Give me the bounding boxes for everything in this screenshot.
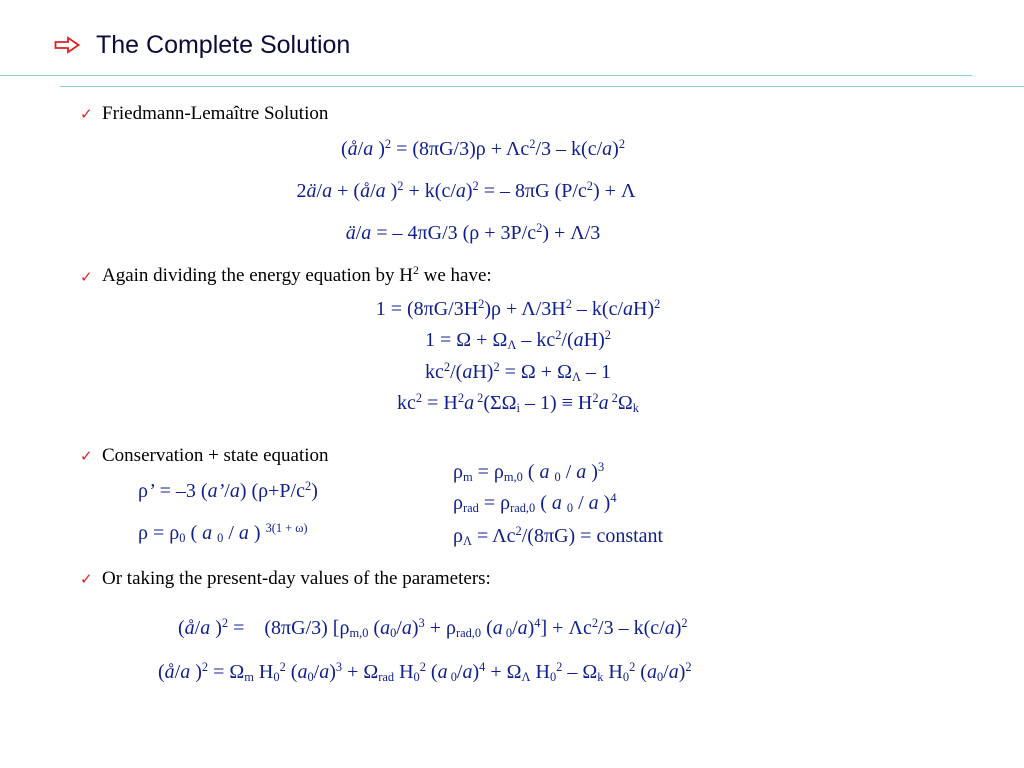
slide-title: The Complete Solution [96, 31, 351, 59]
equation-text: ) [612, 138, 619, 160]
checkmark-icon: ✓ [80, 105, 93, 123]
italic-symbol: a [361, 222, 372, 244]
checkmark-icon: ✓ [80, 570, 93, 588]
equation-text: / [370, 180, 376, 202]
italic-symbol: a [551, 492, 562, 514]
equation-text: – kc [516, 329, 556, 351]
equation-text: ) (ρ+P/c [239, 480, 305, 502]
equation-text: ] + Λc [540, 617, 592, 639]
right-arrow-outline-icon [54, 36, 80, 54]
title-divider-line-secondary [60, 86, 1024, 87]
subscript: k [597, 670, 604, 685]
equation-text: kc [425, 361, 444, 383]
superscript: 2 [608, 390, 618, 405]
equation-text: ) [586, 461, 598, 483]
italic-symbol: a [517, 617, 528, 639]
superscript: 2 [472, 178, 479, 193]
equation-text: H) [472, 361, 494, 383]
equation-text: ρ [453, 492, 463, 514]
superscript: 4 [534, 615, 541, 630]
italic-symbol: ä [306, 180, 317, 202]
superscript: 2 [536, 220, 543, 235]
equation-text: ) [373, 138, 385, 160]
equation-text: ) [210, 617, 222, 639]
equation-text: = H [422, 392, 458, 414]
italic-symbol: å [360, 180, 371, 202]
equation-present-day-densities [178, 616, 688, 642]
equation-text: /3 – k(c/ [598, 617, 665, 639]
superscript: 2 [474, 390, 484, 405]
superscript: 3 [418, 615, 425, 630]
equation-text: ) [411, 617, 419, 639]
equation-text: ( [522, 461, 540, 483]
equation-text: (ΣΩ [483, 392, 517, 414]
subscript: 0 [413, 670, 420, 685]
superscript: 2 [412, 263, 419, 277]
subscript: 0 [390, 626, 397, 641]
equation-text: ( [368, 617, 381, 639]
superscript: 4 [610, 490, 617, 505]
superscript: 2 [565, 296, 572, 311]
bullet-conservation [80, 445, 329, 467]
equation-text: ( [178, 617, 185, 639]
equation-text: ) + Λ/3 [542, 222, 601, 244]
italic-symbol: a [462, 361, 473, 383]
equation-text: = –3 ( [154, 480, 208, 502]
bullet-label [102, 265, 492, 289]
equation-text: H [530, 661, 550, 683]
equation-text: ρ = ρ [138, 522, 180, 544]
equation-text: Ω [617, 392, 633, 414]
bullet-friedmann-lemaitre [80, 103, 328, 125]
equation-text: /( [561, 329, 574, 351]
subscript: m,0 [503, 470, 523, 485]
superscript: 2 [629, 659, 636, 674]
italic-symbol: a [229, 480, 240, 502]
equation-text: = – 8πG (P/c [478, 180, 587, 202]
italic-symbol: å [184, 617, 195, 639]
equation-text: ) [329, 661, 336, 683]
equation-text: ) [472, 661, 480, 683]
equation-friedmann-second [166, 179, 766, 205]
subscript: rad,0 [510, 501, 536, 516]
equation-text: H [394, 661, 414, 683]
bullet-label [102, 445, 329, 467]
subscript: k [632, 401, 639, 416]
equation-text: = ρ [472, 461, 504, 483]
subscript: m,0 [349, 626, 369, 641]
italic-symbol: a [464, 392, 475, 414]
italic-symbol: a [200, 617, 211, 639]
subscript: 0 [447, 670, 457, 685]
italic-symbol: a [297, 661, 308, 683]
superscript: 2 [556, 659, 563, 674]
italic-symbol: ’ [147, 480, 155, 502]
equation-text: = ρ [478, 492, 511, 514]
equation-text: ( [535, 492, 552, 514]
equation-text: / [456, 661, 463, 683]
subscript: 0 [554, 470, 561, 485]
italic-symbol: a [462, 661, 473, 683]
equation-matter-density [453, 460, 604, 486]
subscript: Λ [462, 534, 472, 549]
italic-symbol: a [380, 617, 391, 639]
equation-text: + k(c/ [403, 180, 456, 202]
equation-text: / [663, 661, 669, 683]
equation-text: ( [340, 138, 348, 160]
superscript: 2 [304, 478, 312, 493]
superscript: 2 [515, 523, 522, 538]
superscript: 2 [681, 615, 688, 630]
subscript: m [462, 470, 473, 485]
equation-text: )ρ + Λ/3H [484, 298, 566, 320]
superscript: 3 [597, 459, 605, 474]
equation-text: H) [583, 329, 605, 351]
equation-text: 2 [296, 180, 307, 202]
superscript: 2 [493, 359, 500, 374]
superscript: 2 [397, 178, 404, 193]
equation-text: ( [158, 661, 165, 683]
bullet-dividing-by-h2 [80, 263, 492, 288]
equation-text: ) [674, 617, 682, 639]
equation-text: ) [385, 180, 398, 202]
italic-symbol: a [598, 392, 609, 414]
subscript: rad [462, 501, 479, 516]
equation-text: ( [425, 661, 438, 683]
equation-text: = (8πG/3) [ρ [228, 617, 350, 639]
slide-title-row [54, 29, 350, 61]
superscript: 2 [415, 390, 423, 405]
equation-text: ) [465, 180, 473, 202]
checkmark-icon: ✓ [80, 447, 93, 465]
italic-symbol: a [375, 180, 386, 202]
subscript: m [244, 670, 254, 685]
superscript: 2 [384, 136, 392, 151]
italic-symbol: a [664, 617, 675, 639]
italic-symbol: a [363, 138, 374, 160]
subscript: 0 [566, 501, 574, 516]
equation-text: ) [311, 480, 318, 502]
equation-text: ( [635, 661, 647, 683]
equation-text: / [512, 617, 518, 639]
italic-symbol: a’ [207, 480, 225, 502]
superscript: 3(1 + ω) [265, 520, 308, 535]
equation-omega-k [218, 391, 818, 417]
italic-symbol: a [180, 661, 191, 683]
bullet-present-day-values [80, 568, 491, 590]
superscript: 2 [221, 615, 229, 630]
equation-text: /( [450, 361, 463, 383]
italic-symbol: a [319, 661, 330, 683]
equation-text: – Ω [562, 661, 598, 683]
equation-text: ( [481, 617, 493, 639]
checkmark-icon: ✓ [80, 268, 93, 286]
equation-omega-sum [218, 328, 818, 354]
equation-text: / [316, 180, 323, 202]
equation-text: + Ω [342, 661, 379, 683]
italic-symbol: a [623, 298, 633, 320]
italic-symbol: a [401, 617, 412, 639]
equation-text: H [253, 661, 274, 683]
equation-normalized-energy [218, 297, 818, 323]
superscript: 2 [478, 296, 485, 311]
italic-symbol: a [539, 461, 550, 483]
equation-text: Or taking the present-day values of the parameters: [102, 568, 491, 589]
subscript: 0 [307, 670, 314, 685]
italic-symbol: a [602, 138, 613, 160]
superscript: 2 [604, 327, 611, 342]
equation-text: Conservation + state equation [102, 445, 329, 466]
equation-text: ρ [453, 461, 463, 483]
equation-text: + Ω [485, 661, 522, 683]
superscript: 2 [419, 659, 426, 674]
subscript: 0 [273, 670, 280, 685]
equation-text: ) [527, 617, 535, 639]
subscript: 0 [622, 670, 630, 685]
bullet-label [102, 103, 328, 125]
equation-text: H) [633, 298, 655, 320]
equation-text: + ρ [424, 617, 456, 639]
superscript: 4 [479, 659, 486, 674]
equation-text: / [223, 522, 239, 544]
equation-friedmann-first [183, 137, 783, 163]
equation-text: / [194, 617, 201, 639]
italic-symbol: a [455, 180, 466, 202]
superscript: 2 [279, 659, 286, 674]
equation-acceleration [173, 221, 773, 247]
subscript: rad,0 [455, 626, 482, 641]
equation-present-day-omegas [158, 660, 692, 686]
bullet-label [102, 568, 491, 590]
equation-text: ) + Λ [593, 180, 636, 202]
equation-text: + ( [332, 180, 361, 202]
equation-text: / [396, 617, 402, 639]
equation-text: /(8πG) = constant [521, 525, 664, 547]
italic-symbol: a [646, 661, 657, 683]
equation-text: / [355, 222, 362, 244]
italic-symbol: a [573, 329, 584, 351]
superscript: 2 [591, 615, 599, 630]
equation-lambda-density [453, 524, 663, 550]
italic-symbol: a [437, 661, 448, 683]
equation-text: ( [185, 522, 203, 544]
equation-text: we have: [418, 265, 492, 286]
subscript: 0 [502, 626, 513, 641]
equation-text: – k(c/ [571, 298, 623, 320]
equation-text: / [573, 492, 589, 514]
equation-radiation-density [453, 491, 617, 517]
subscript: 0 [549, 670, 557, 685]
equation-text: ρ [453, 525, 463, 547]
subscript: Λ [521, 670, 531, 685]
subscript: i [516, 401, 520, 416]
equation-text: /3 – k(c/ [535, 138, 603, 160]
superscript: 2 [685, 659, 692, 674]
superscript: 2 [201, 659, 209, 674]
subscript: 0 [179, 531, 186, 546]
equation-text: – 1) ≡ H [519, 392, 593, 414]
superscript: 3 [335, 659, 343, 674]
equation-text: ) [190, 661, 202, 683]
superscript: 2 [555, 327, 562, 342]
equation-text: / [224, 480, 230, 502]
italic-symbol: a [322, 180, 333, 202]
equation-text: ) [678, 661, 686, 683]
equation-text: ) [248, 522, 266, 544]
title-divider-line [0, 75, 972, 76]
subscript: rad [378, 670, 395, 685]
subscript: Λ [507, 338, 517, 353]
equation-text: ρ [138, 480, 148, 502]
superscript: 2 [654, 296, 661, 311]
equation-text: ( [285, 661, 298, 683]
subscript: Λ [571, 370, 581, 385]
equation-text: 1 = Ω + Ω [425, 329, 508, 351]
italic-symbol: a [588, 492, 599, 514]
equation-text: 1 = (8πG/3H [375, 298, 479, 320]
equation-text [550, 461, 555, 483]
equation-text: = (8πG/3)ρ + Λc [391, 138, 530, 160]
equation-text: / [174, 661, 181, 683]
equation-continuity [138, 479, 318, 505]
superscript: 2 [586, 178, 593, 193]
superscript: 2 [592, 390, 599, 405]
subscript: 0 [217, 531, 224, 546]
equation-text: / [357, 138, 364, 160]
equation-text: – 1 [580, 361, 611, 383]
italic-symbol: å [347, 138, 358, 160]
italic-symbol: a [668, 661, 679, 683]
equation-text: H [603, 661, 623, 683]
italic-symbol: a [576, 461, 587, 483]
superscript: 2 [443, 359, 451, 374]
equation-text: = Ω + Ω [499, 361, 572, 383]
equation-text: ) [598, 492, 611, 514]
equation-density-scaling [138, 521, 308, 547]
equation-text: kc [397, 392, 416, 414]
equation-text: = Λc [471, 525, 516, 547]
italic-symbol: a [492, 617, 503, 639]
equation-curvature-term [218, 360, 818, 386]
equation-text: Again dividing the energy equation by H [102, 265, 413, 286]
equation-text: / [313, 661, 320, 683]
equation-text: = Ω [208, 661, 245, 683]
italic-symbol: a [202, 522, 213, 544]
superscript: 2 [618, 136, 626, 151]
italic-symbol: a [238, 522, 249, 544]
subscript: 0 [656, 670, 664, 685]
italic-symbol: å [164, 661, 175, 683]
superscript: 2 [529, 136, 536, 151]
equation-text: Friedmann-Lemaître Solution [102, 103, 329, 124]
superscript: 2 [457, 390, 465, 405]
equation-text: = – 4πG/3 (ρ + 3P/c [371, 222, 537, 244]
italic-symbol: ä [345, 222, 356, 244]
equation-text: / [560, 461, 577, 483]
